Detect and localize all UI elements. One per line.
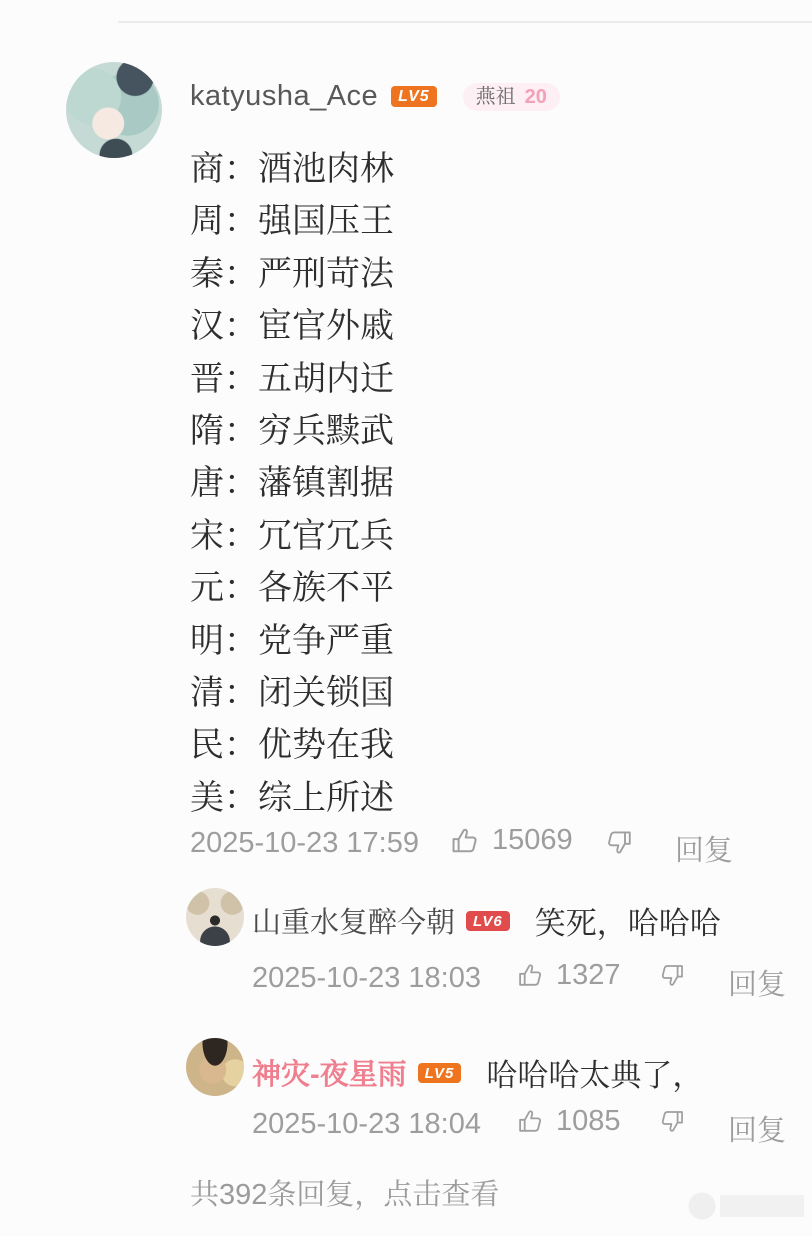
divider <box>118 21 812 23</box>
thumbs-down-icon <box>658 1107 686 1135</box>
like-count: 1327 <box>556 959 621 991</box>
avatar[interactable] <box>186 1038 244 1096</box>
thumbs-down-icon <box>658 961 686 989</box>
fan-medal-badge <box>463 83 560 111</box>
watermark <box>688 1190 806 1222</box>
like-button[interactable] <box>516 959 621 992</box>
fan-medal-name: 燕祖 <box>475 85 516 108</box>
comment-header <box>190 80 560 113</box>
like-button[interactable] <box>516 1105 621 1138</box>
reply-button[interactable]: 回复 <box>675 835 734 867</box>
reply-text: 哈哈哈太典了， <box>486 1058 704 1093</box>
thumbs-down-icon <box>604 827 634 857</box>
avatar[interactable] <box>186 888 244 946</box>
username[interactable]: 神灾-夜星雨 <box>252 1059 407 1091</box>
timestamp: 2025-10-23 18:03 <box>252 962 481 994</box>
comment-body <box>190 143 394 824</box>
username[interactable]: 山重水复醉今朝 <box>252 907 456 939</box>
comment-line: 周：强国压王 <box>190 202 394 241</box>
dislike-button[interactable] <box>658 961 686 989</box>
level-badge: LV5 <box>391 86 436 107</box>
fan-medal-level: 20 <box>524 85 547 108</box>
like-count: 15069 <box>492 824 573 856</box>
comment-line: 隋：穷兵黩武 <box>190 412 394 451</box>
reply-row <box>252 1050 703 1095</box>
reply-button[interactable]: 回复 <box>728 969 787 1001</box>
comment-line: 明：党争严重 <box>190 621 394 660</box>
username[interactable]: katyusha_Ace <box>190 80 379 112</box>
like-count: 1085 <box>556 1105 621 1137</box>
timestamp: 2025-10-23 17:59 <box>190 827 419 859</box>
comment-line: 元：各族不平 <box>190 569 394 608</box>
comment-line: 宋：冗官冗兵 <box>190 516 394 555</box>
comment-line: 晋：五胡内迁 <box>190 359 394 398</box>
comment-line: 商：酒池肉林 <box>190 150 394 188</box>
timestamp: 2025-10-23 18:04 <box>252 1108 481 1140</box>
reply-button[interactable]: 回复 <box>728 1115 787 1147</box>
comment-line: 美：综上所述 <box>190 778 394 817</box>
avatar[interactable] <box>66 62 162 158</box>
thumbs-up-icon <box>449 825 481 857</box>
like-button[interactable] <box>449 824 573 857</box>
dislike-button[interactable] <box>604 827 634 857</box>
reply-row <box>252 898 721 943</box>
comment-line: 汉：宦官外戚 <box>190 307 394 346</box>
reply-text: 笑死，哈哈哈 <box>534 906 721 941</box>
view-more-replies-link[interactable]: 共392条回复，点击查看 <box>190 1179 500 1211</box>
level-badge: LV5 <box>418 1063 462 1083</box>
dislike-button[interactable] <box>658 1107 686 1135</box>
level-badge: LV6 <box>466 911 510 931</box>
comment-line: 唐：藩镇割据 <box>190 464 394 503</box>
comment-line: 清：闭关锁国 <box>190 674 394 713</box>
comment-line: 民：优势在我 <box>190 726 394 765</box>
comment-line: 秦：严刑苛法 <box>190 254 394 293</box>
thumbs-up-icon <box>516 1107 545 1136</box>
thumbs-up-icon <box>516 961 545 990</box>
